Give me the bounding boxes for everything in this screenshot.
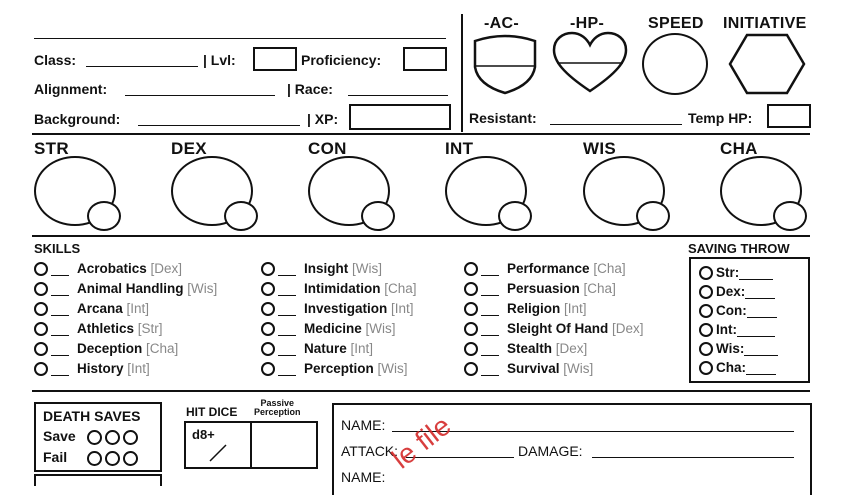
xp-field[interactable] xyxy=(349,104,451,130)
ability-label-wis: WIS xyxy=(583,139,617,158)
proficiency-bubble[interactable] xyxy=(699,361,713,375)
death-save-fail-bubble[interactable] xyxy=(105,451,120,466)
ac-label: -AC- xyxy=(484,15,519,32)
attack-name-label: NAME: xyxy=(341,417,386,433)
proficiency-bubble[interactable] xyxy=(464,302,478,316)
death-save-fail-bubble[interactable] xyxy=(123,451,138,466)
proficiency-label: Proficiency: xyxy=(301,52,382,68)
save-row-cha[interactable]: Cha: xyxy=(699,360,784,375)
skill-row-performance[interactable]: Performance [Cha] xyxy=(464,261,626,276)
saving-throw-title: SAVING THROW xyxy=(688,241,790,256)
skill-row-sleight-of-hand[interactable]: Sleight Of Hand [Dex] xyxy=(464,321,644,336)
passive-perception-title: Passive Perception xyxy=(254,398,301,417)
watermark: le file xyxy=(386,409,457,475)
proficiency-bubble[interactable] xyxy=(34,262,48,276)
lvl-label: | Lvl: xyxy=(203,52,236,68)
save-row-con[interactable]: Con: xyxy=(699,303,785,318)
ability-mod-wis[interactable] xyxy=(636,201,670,231)
skill-row-persuasion[interactable]: Persuasion [Cha] xyxy=(464,281,616,296)
proficiency-bubble[interactable] xyxy=(699,304,713,318)
death-saves-save-row: Save xyxy=(43,428,141,445)
ability-mod-cha[interactable] xyxy=(773,201,807,231)
hp-heart-icon[interactable] xyxy=(551,31,629,95)
skills-top-rule xyxy=(32,235,810,237)
temp-hp-label: Temp HP: xyxy=(688,110,753,126)
skill-row-stealth[interactable]: Stealth [Dex] xyxy=(464,341,587,356)
proficiency-bubble[interactable] xyxy=(34,342,48,356)
proficiency-bubble[interactable] xyxy=(34,282,48,296)
race-field[interactable] xyxy=(348,95,448,96)
skill-row-survival[interactable]: Survival [Wis] xyxy=(464,361,593,376)
attack-damage-label: DAMAGE: xyxy=(518,443,583,459)
hit-dice-title: HIT DICE xyxy=(186,405,238,419)
ability-mod-con[interactable] xyxy=(361,201,395,231)
proficiency-bubble[interactable] xyxy=(464,282,478,296)
proficiency-bubble[interactable] xyxy=(34,322,48,336)
proficiency-bubble[interactable] xyxy=(261,342,275,356)
skill-row-animal-handling[interactable]: Animal Handling [Wis] xyxy=(34,281,217,296)
skill-row-deception[interactable]: Deception [Cha] xyxy=(34,341,178,356)
death-save-success-bubble[interactable] xyxy=(87,430,102,445)
ability-label-int: INT xyxy=(445,139,474,158)
abilities-top-rule xyxy=(32,133,810,135)
resistant-label: Resistant: xyxy=(469,110,537,126)
ability-label-cha: CHA xyxy=(720,139,758,158)
hit-dice-box xyxy=(184,421,318,469)
bottom-rule xyxy=(32,390,810,392)
saving-throw-box xyxy=(689,257,810,383)
proficiency-bubble[interactable] xyxy=(464,262,478,276)
background-field[interactable] xyxy=(138,125,300,126)
save-row-wis[interactable]: Wis: xyxy=(699,341,786,356)
save-row-str[interactable]: Str: xyxy=(699,265,781,280)
ability-label-dex: DEX xyxy=(171,139,207,158)
skill-row-intimidation[interactable]: Intimidation [Cha] xyxy=(261,281,417,296)
ability-label-con: CON xyxy=(308,139,347,158)
ability-mod-dex[interactable] xyxy=(224,201,258,231)
ac-shield-icon[interactable] xyxy=(470,33,540,95)
skill-row-medicine[interactable]: Medicine [Wis] xyxy=(261,321,396,336)
proficiency-bubble[interactable] xyxy=(34,302,48,316)
class-field[interactable] xyxy=(86,66,198,67)
proficiency-bubble[interactable] xyxy=(261,262,275,276)
hit-dice-divider xyxy=(250,423,252,467)
race-label: | Race: xyxy=(287,81,333,97)
death-saves-title: DEATH SAVES xyxy=(43,408,141,424)
skill-row-insight[interactable]: Insight [Wis] xyxy=(261,261,382,276)
death-save-success-bubble[interactable] xyxy=(123,430,138,445)
passive-perception-field[interactable] xyxy=(254,425,314,465)
proficiency-bubble[interactable] xyxy=(699,342,713,356)
character-name-line[interactable] xyxy=(34,38,446,39)
skill-row-arcana[interactable]: Arcana [Int] xyxy=(34,301,149,316)
section-divider xyxy=(461,14,463,132)
proficiency-bubble[interactable] xyxy=(464,322,478,336)
skill-row-athletics[interactable]: Athletics [Str] xyxy=(34,321,163,336)
lvl-field[interactable] xyxy=(253,47,297,71)
alignment-field[interactable] xyxy=(125,95,275,96)
alignment-label: Alignment: xyxy=(34,81,108,97)
proficiency-bubble[interactable] xyxy=(261,322,275,336)
proficiency-bubble[interactable] xyxy=(261,282,275,296)
initiative-label: INITIATIVE xyxy=(723,15,807,32)
ability-mod-str[interactable] xyxy=(87,201,121,231)
skills-title: SKILLS xyxy=(34,241,81,256)
skill-row-nature[interactable]: Nature [Int] xyxy=(261,341,373,356)
proficiency-bubble[interactable] xyxy=(699,323,713,337)
skill-row-investigation[interactable]: Investigation [Int] xyxy=(261,301,414,316)
skill-row-perception[interactable]: Perception [Wis] xyxy=(261,361,408,376)
hit-dice-value: d8+ xyxy=(192,427,215,442)
initiative-hexagon-icon[interactable] xyxy=(727,33,807,95)
death-save-fail-bubble[interactable] xyxy=(87,451,102,466)
speed-label: SPEED xyxy=(648,15,704,32)
save-row-dex[interactable]: Dex: xyxy=(699,284,783,299)
death-saves-fail-row: Fail xyxy=(43,449,141,466)
xp-label: | XP: xyxy=(307,111,339,127)
ability-mod-int[interactable] xyxy=(498,201,532,231)
attack-attack-label: ATTACK: xyxy=(341,443,399,459)
attack-damage-field[interactable] xyxy=(592,457,794,458)
proficiency-field[interactable] xyxy=(403,47,447,71)
skill-row-religion[interactable]: Religion [Int] xyxy=(464,301,587,316)
death-saves-box xyxy=(34,402,162,472)
skill-row-history[interactable]: History [Int] xyxy=(34,361,150,376)
proficiency-bubble[interactable] xyxy=(261,302,275,316)
resistant-field[interactable] xyxy=(550,124,682,125)
proficiency-bubble[interactable] xyxy=(464,342,478,356)
skill-row-acrobatics[interactable]: Acrobatics [Dex] xyxy=(34,261,182,276)
proficiency-bubble[interactable] xyxy=(261,362,275,376)
class-label: Class: xyxy=(34,52,77,68)
death-save-success-bubble[interactable] xyxy=(105,430,120,445)
proficiency-bubble[interactable] xyxy=(699,266,713,280)
temp-hp-field[interactable] xyxy=(767,104,811,128)
proficiency-bubble[interactable] xyxy=(464,362,478,376)
speed-circle[interactable] xyxy=(642,33,708,95)
attack-name2-label: NAME: xyxy=(341,469,386,485)
hp-label: -HP- xyxy=(570,15,605,32)
background-label: Background: xyxy=(34,111,121,127)
ability-label-str: STR xyxy=(34,139,69,158)
save-row-int[interactable]: Int: xyxy=(699,322,783,337)
proficiency-bubble[interactable] xyxy=(34,362,48,376)
lower-box-edge xyxy=(34,474,162,486)
proficiency-bubble[interactable] xyxy=(699,285,713,299)
hit-dice-field[interactable] xyxy=(189,441,247,465)
